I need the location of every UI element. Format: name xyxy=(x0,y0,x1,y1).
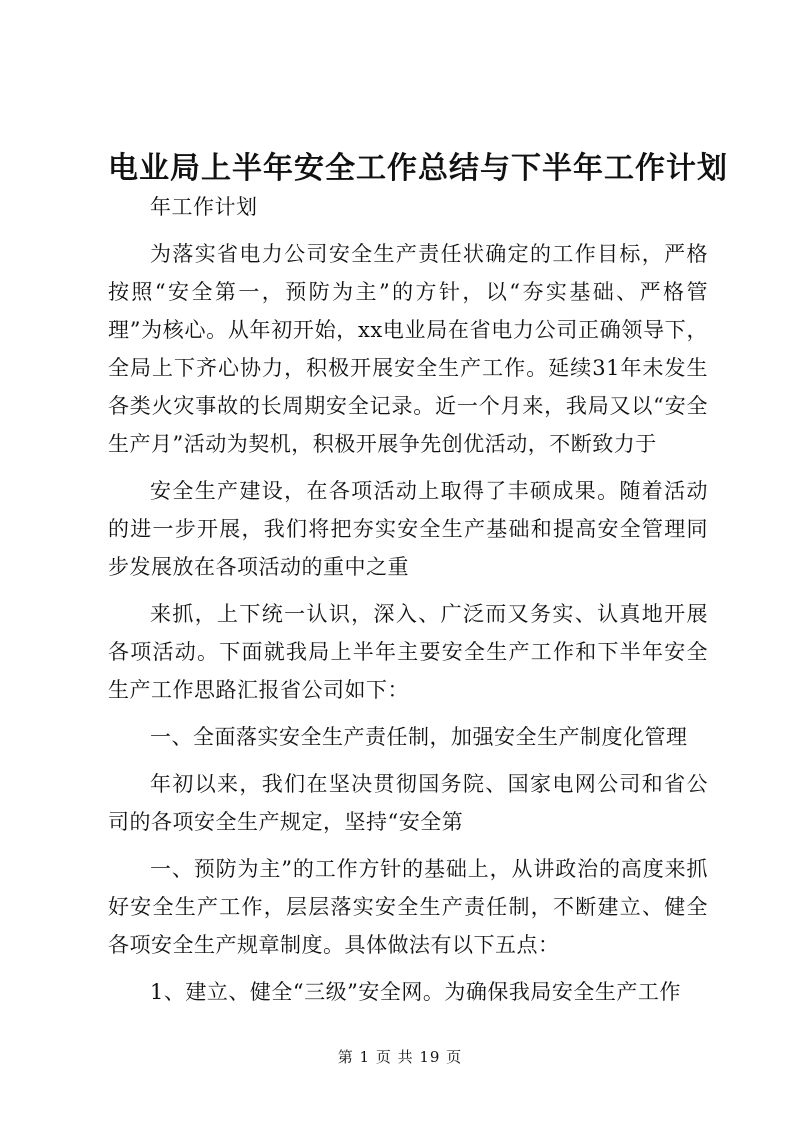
paragraph: 年工作计划 xyxy=(150,195,258,219)
document-title: 电业局上半年安全工作总结与下半年工作计划 xyxy=(108,151,728,186)
document-body xyxy=(108,188,708,1020)
paragraph: 安全生产建设，在各项活动上取得了丰硕成果。随着活动的进一步开展，我们将把夯实安全生产基础和提高安全管理同步发展放在各项活动的重中之重 xyxy=(108,479,708,579)
paragraph: 来抓，上下统一认识，深入、广泛而又务实、认真地开展各项活动。下面就我局上半年主要安全生产工作和下半年安全生产工作思路汇报省公司如下： xyxy=(108,602,708,702)
section-heading: 一、全面落实安全生产责任制，加强安全生产制度化管理 xyxy=(150,725,688,749)
paragraph: 一、预防为主”的工作方针的基础上，从讲政治的高度来抓好安全生产工作，层层落实安全生产责任制，不断建立、健全各项安全生产规章制度。具体做法有以下五点： xyxy=(108,857,708,957)
page-footer: 第 1 页 共 19 页 xyxy=(337,1048,463,1066)
paragraph: 年初以来，我们在坚决贯彻国务院、国家电网公司和省公司的各项安全生产规定，坚持“安全第 xyxy=(108,772,708,834)
paragraph: 为落实省电力公司安全生产责任状确定的工作目标，严格按照“安全第一，预防为主”的方针，以“夯实基础、严格管理”为核心。从年初开始，xx电业局在省电力公司正确领导下，全局上下齐心协力，积极开展安全生产工作。延续31年未发生各类火灾事故的长周期安全记录。近一个月来，我局又以“安全生产月”活动为契机，积极开展争先创优活动，不断致力于 xyxy=(108,242,708,456)
paragraph: 1、建立、健全“三级”安全网。为确保我局安全生产工作 xyxy=(150,980,681,1004)
